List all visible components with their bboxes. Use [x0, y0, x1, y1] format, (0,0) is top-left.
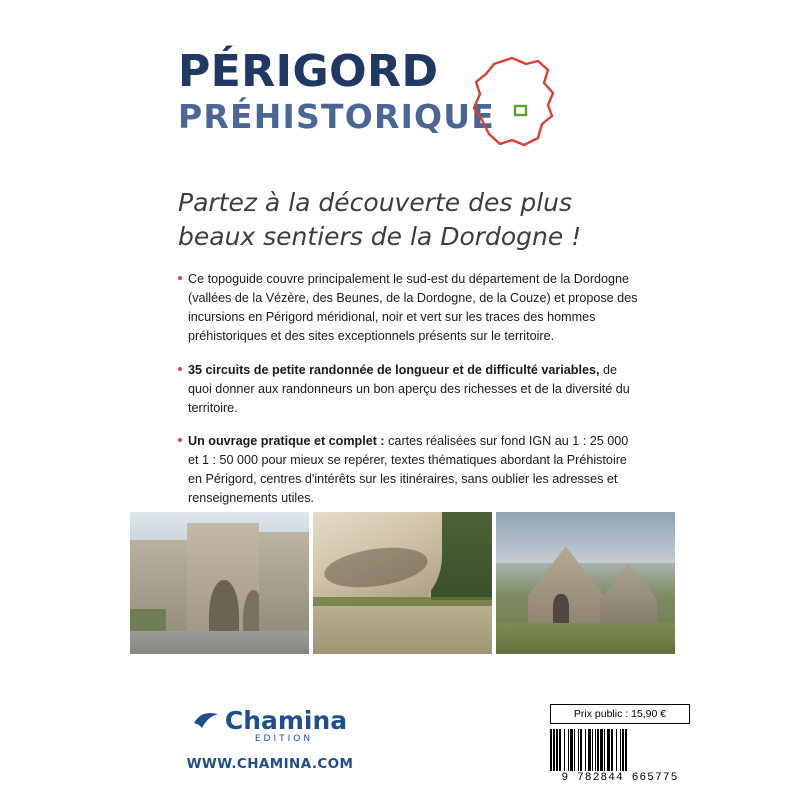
publisher-name: Chamina: [224, 706, 348, 735]
bullet-lead: 35 circuits de petite randonnée de longueur et de difficulté variables,: [188, 362, 600, 377]
bird-icon: [193, 711, 219, 731]
list-item: [178, 361, 638, 418]
price-label: Prix public : 15,90 €: [550, 704, 690, 724]
publisher-logo: [180, 708, 360, 772]
list-item: [178, 432, 638, 509]
description-list: [178, 270, 638, 523]
photo-rock-shelter-path: [313, 512, 492, 654]
publisher-website[interactable]: WWW.CHAMINA.COM: [186, 756, 354, 772]
tagline: [178, 186, 628, 254]
bullet-dot-icon: [178, 367, 182, 371]
bullet-text: de quoi donner aux randonneurs un bon aperçu des richesses et de la diversité du territoire.: [188, 362, 630, 415]
photo-strip: [130, 512, 675, 654]
ean-number: 9 782844 665775: [561, 772, 679, 784]
bullet-dot-icon: [178, 276, 182, 280]
cover-header: [178, 46, 628, 170]
cover-footer: [0, 690, 800, 800]
publisher-tagline: EDITION: [254, 734, 314, 744]
tagline-line-2: beaux sentiers de la Dordogne !: [178, 221, 582, 251]
list-item: [178, 270, 638, 347]
barcode-icon: [550, 729, 690, 771]
page-title: PÉRIGORD: [178, 46, 439, 97]
bullet-lead: Un ouvrage pratique et complet :: [188, 433, 385, 448]
tagline-line-1: Partez à la découverte des plus: [178, 188, 573, 217]
bullet-dot-icon: [178, 438, 182, 442]
bullet-text: Ce topoguide couvre principalement le sud-est du département de la Dordogne (vallées de la Vézère, des Beunes, de la Dordogne, de la Couze) et propose des incursions en Périgord méridional, noir et vert sur les traces des hommes préhistoriques et des sites exceptionnels présents sur le territoire.: [188, 272, 638, 344]
barcode-block: [550, 704, 690, 784]
photo-village-stone-gate: [130, 512, 309, 654]
bullet-text: cartes réalisées sur fond IGN au 1 : 25 000 et 1 : 50 000 pour mieux se repérer, textes thématiques abordant la Préhistoire en Périgord, centres d'intérêts sur les itinéraires, sans oublier les adresses et renseignements utiles.: [188, 433, 629, 506]
france-map-icon: [460, 50, 570, 160]
title-block: [178, 46, 496, 136]
photo-stone-huts: [496, 512, 675, 654]
page-subtitle: PRÉHISTORIQUE: [178, 97, 496, 136]
